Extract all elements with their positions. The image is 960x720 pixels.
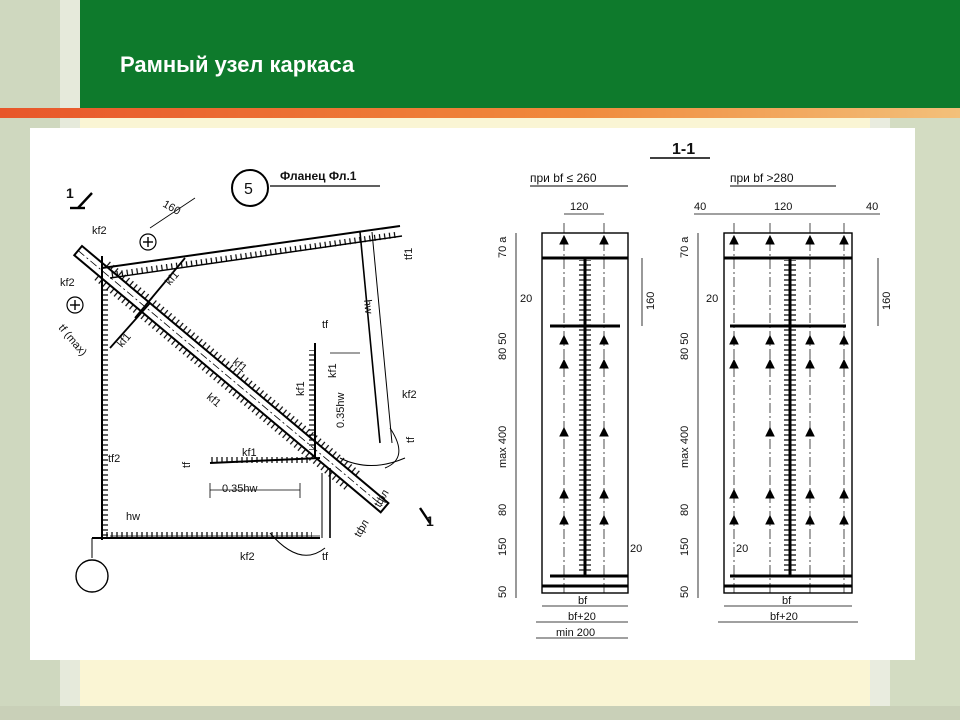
node-number: 5 [244,181,253,198]
label-kf1-d: kf1 [204,391,224,410]
label-tfl-b: tфл [372,487,392,510]
label-tf-b: tf [181,461,193,468]
label-hw-bottom: hw [126,511,141,523]
dim-20-small-b: 20 [630,543,643,555]
rafter-weld-ticks [110,232,398,278]
label-kf1-f: kf1 [327,363,339,378]
dim-side-large-5: 150 [679,537,691,556]
label-tf1: tf1 [403,247,415,260]
dim-side-small-6: 50 [497,585,509,598]
dim-top-40-right: 40 [866,201,879,213]
label-kf1-g: kf1 [242,447,257,459]
frame-node-labels [56,169,434,563]
slide-title: Рамный узел каркаса [120,52,355,77]
dim-top-120-large: 120 [774,201,793,213]
section-panel-small-dims [497,201,657,639]
bottom-weld-ticks [102,532,312,538]
dim-side-large-4: 80 [679,503,691,516]
section-caption-right: при bf >280 [730,171,794,185]
label-kf1-a: kf1 [163,268,182,288]
label-kf1-e: kf1 [295,381,307,396]
rafter-top-line [102,226,400,268]
section-title: 1-1 [672,141,696,158]
dim-side-small-1: 70 a [497,236,509,258]
section-marker-bottom: 1 [426,513,434,529]
label-dim-160: 160 [160,198,183,218]
dim-160-small: 160 [645,291,657,310]
dim-bf-small: bf [578,595,588,607]
dim-160-large: 160 [881,291,893,310]
label-tf-c: tf [405,436,417,443]
section-panel-large [694,214,880,622]
label-tf-a: tf [322,319,329,331]
dim-bf-large: bf [782,595,792,607]
technical-drawing [30,128,915,660]
dim-side-large-1: 70 a [679,236,691,258]
accent-bar [0,108,960,118]
label-kf2-top: kf2 [92,225,107,237]
dim-side-large-3: max 400 [679,425,691,468]
column-weld-ticks [102,288,108,538]
label-035hw-vertical: 0.35hw [335,392,347,428]
dim-top-120-small: 120 [570,201,589,213]
frame-node-view [67,170,430,592]
dim-side-large-2: 80 50 [679,332,691,360]
label-kf2-bottom: kf2 [240,551,255,563]
diagonal-member [74,246,388,512]
label-hw-right: hw [361,299,375,315]
section-panel-small [516,214,642,638]
dim-top-40-left: 40 [694,201,707,213]
dim-side-small-2: 80 50 [497,332,509,360]
dim-side-large-6: 50 [679,585,691,598]
flange-label: Фланец Фл.1 [280,169,357,183]
drawing-svg [30,128,915,660]
dim-side-small-3: max 400 [497,425,509,468]
dim-min200: min 200 [556,627,596,639]
section-caption-left: при bf ≤ 260 [530,171,597,185]
dim-side-small-4: 80 [497,503,509,516]
label-kf2-right: kf2 [402,389,417,401]
dim-20-large-a: 20 [706,293,719,305]
label-tfl-a: tфл [352,517,372,540]
label-kf1-b: kf1 [115,330,134,350]
dim-bf20-small: bf+20 [568,611,596,623]
label-kf2-left: kf2 [60,277,75,289]
label-tf2: tf2 [108,453,121,465]
label-tf-max: tf (max) [55,322,89,359]
column-axis-circle [76,560,108,592]
label-035hw-horizontal: 0.35hw [222,483,258,495]
dim-side-small-5: 150 [497,537,509,556]
label-kf1-c: kf1 [230,356,250,375]
bottom-band [0,706,960,720]
label-tf-d: tf [322,551,329,563]
dim-20-large-b: 20 [736,543,749,555]
section-marker-top: 1 [66,185,74,201]
dim-20-small-a: 20 [520,293,533,305]
dim-bf20-large: bf+20 [770,611,798,623]
